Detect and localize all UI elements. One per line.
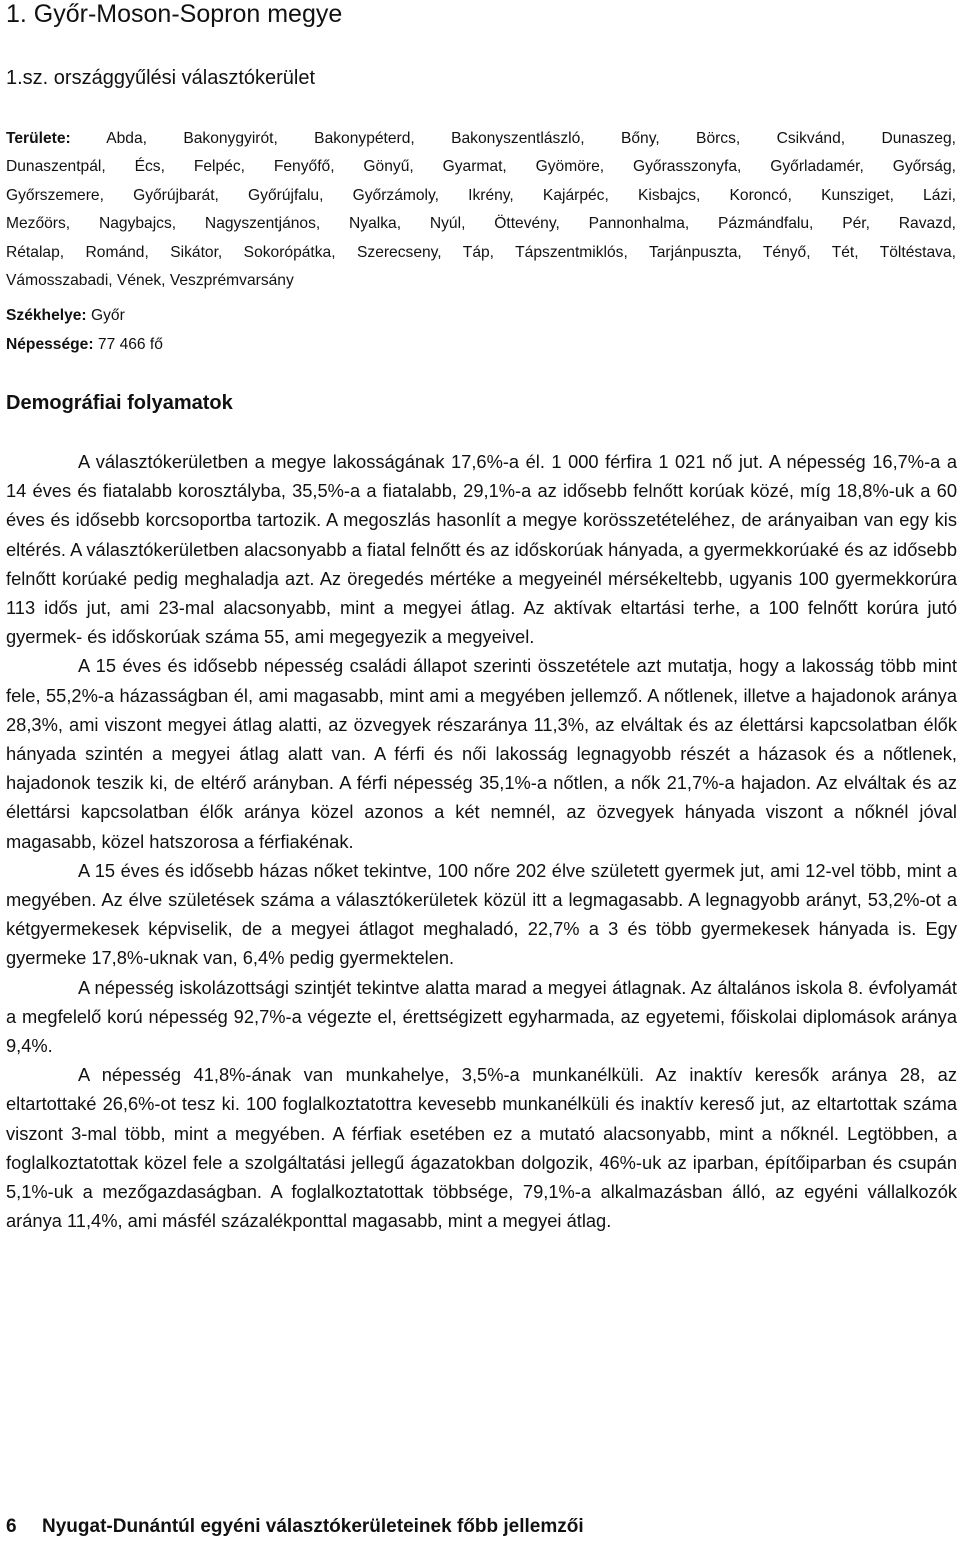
area-line: Vámosszabadi, Vének, Veszprémvarsány	[6, 272, 294, 290]
area-block	[6, 125, 956, 295]
area-label: Területe:	[6, 130, 71, 147]
district-title: 1.sz. országgyűlési választókerület	[6, 67, 316, 89]
area-line: Mezőörs, Nagybajcs, Nagyszentjános, Nyalka, Nyúl, Öttevény, Pannonhalma, Pázmándfalu, Pér, Ravazd,	[6, 215, 956, 233]
area-line: Győrszemere, Győrújbarát, Győrújfalu, Győrzámoly, Ikrény, Kajárpéc, Kisbajcs, Koroncó, Kunsziget, Lázi,	[6, 186, 956, 204]
paragraph-employment: A népesség 41,8%-ának van munkahelye, 3,5%-a munkanélküli. Az inaktív keresők aránya 28, az eltartottaké 26,6%-ot tesz ki. 100 foglalkoztatottra kevesebb munkanélküli és inaktív kereső jut, az eltartottak száma viszont 3-mal több, mint a megyében. A férfiak esetében ez a mutató alacsonyabb, mint a nőknél. Legtöbben, a foglalkoztatottak közel fele a szolgáltatási jellegű ágazatokban dolgozik, 46%-uk az iparban, építőiparban és csupán 5,1%-uk a mezőgazdaságban. A foglalkoztatottak többsége, 79,1%-a alkalmazásban álló, az egyéni vállalkozók aránya 11,4%, ami másfél százalékponttal magasabb, mint a megyei átlag.	[6, 1064, 957, 1232]
area-line: Rétalap, Románd, Sikátor, Sokorópátka, Szerecseny, Táp, Tápszentmiklós, Tarjánpuszta, Tényő, Tét, Töltéstava,	[6, 243, 956, 261]
paragraph-fertility: A 15 éves és idősebb házas nőket tekintve, 100 nőre 202 élve született gyermek jut, ami 12-vel több, mint a megyében. Az élve születések száma a választókerületek közül itt a legmagasabb. A legnagyobb arányt, 53,2%-ot a kétgyermekesek képviselik, de a megyei átlagot meghaladó, 22,7% a 3 és több gyermekesek hányada is. Egy gyermeke 17,8%-uknak van, 6,4% pedig gyermektelen.	[6, 859, 957, 969]
seat-value: Győr	[90, 307, 125, 324]
seat-line	[6, 305, 125, 327]
population-line	[6, 334, 163, 356]
body-text	[6, 447, 957, 1235]
county-title: 1. Győr-Moson-Sopron megye	[6, 0, 343, 28]
paragraph-education: A népesség iskolázottsági szintjét tekintve alatta marad a megyei átlagnak. Az általános iskola 8. évfolyamát a megfelelő korú népesség 92,7%-a végezte el, érettségizett egyharmada, az egyetemi, főiskolai diplomások aránya 9,4%.	[6, 976, 957, 1057]
seat-label: Székhelye:	[6, 307, 87, 324]
population-value: 77 466 fő	[97, 336, 163, 353]
area-line: Dunaszentpál, Écs, Felpéc, Fenyőfő, Gönyű, Gyarmat, Gyömöre, Győrasszonyfa, Győrladamér, Győrság,	[6, 158, 956, 176]
area-line: Területe: Abda, Bakonygyirót, Bakonypéterd, Bakonyszentlászló, Bőny, Börcs, Csikvánd, Dunaszeg,	[6, 130, 956, 147]
page-number: 6	[6, 1516, 17, 1537]
footer-title: Nyugat-Dunántúl egyéni választókerületeinek főbb jellemzői	[42, 1516, 584, 1537]
page-footer	[6, 1514, 584, 1540]
population-label: Népessége:	[6, 336, 94, 353]
paragraph-marital-status: A 15 éves és idősebb népesség családi állapot szerinti összetétele azt mutatja, hogy a lakosság több mint fele, 55,2%-a házasságban él, ami magasabb, mint ami a megyében jellemző. A nőtlenek, illetve a hajadonok aránya 28,3%, ami viszont megyei átlag alatti, az özvegyek részaránya 11,3%, az elváltak és az élettársi kapcsolatban élők hányada szintén a megyei átlag alatt van. A férfi és női lakosság legnagyobb részét a házasok és a nőtlenek, hajadonok teszik ki, de eltérő arányban. A férfi népesség 35,1%-a nőtlen, a nők 21,7%-a hajadon. Az elváltak és az élettársi kapcsolatban élők aránya közel azonos a két nemnél, az özvegyek hányada viszont a nőknél jóval magasabb, közel hatszorosa a férfiakénak.	[6, 655, 957, 852]
demography-heading: Demográfiai folyamatok	[6, 392, 233, 414]
paragraph-age-structure: A választókerületben a megye lakosságának 17,6%-a él. 1 000 férfira 1 021 nő jut. A népesség 16,7%-a a 14 éves és fiatalabb korosztályba, 35,5%-a a fiatalabb, 29,1%-a az idősebb felnőtt korúak közé, míg 18,8%-uk a 60 éves és idősebb korcsoportba tartozik. A megoszlás hasonlít a megye korösszetételéhez, de arányaiban van egy kis eltérés. A választókerületben alacsonyabb a fiatal felnőtt és az időskorúak hányada, a gyermekkorúaké és az idősebb felnőtt korúaké pedig meghaladja azt. Az öregedés mértéke a megyeinél mérsékeltebb, ugyanis 100 gyermekkorúra 113 idős jut, ami 23-mal alacsonyabb, mint a megyei átlag. Az aktívak eltartási terhe, a 100 felnőtt korúra jutó gyermek- és időskorúak száma 55, ami megegyezik a megyeivel.	[6, 451, 957, 648]
